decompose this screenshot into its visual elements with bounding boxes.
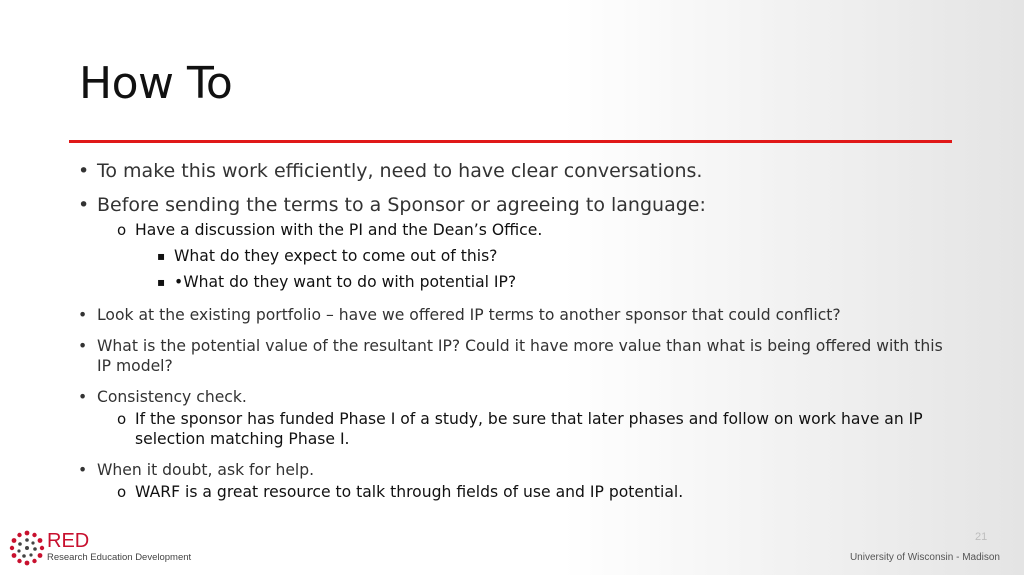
slide-number: 21: [975, 531, 988, 543]
sub-bullet-marker: o: [117, 221, 127, 239]
sub-bullet-text: If the sponsor has funded Phase I of a study, be sure that later phases and follow on work have an IP selection matching Phase I.: [135, 410, 923, 448]
logo-text: RED: [47, 530, 90, 552]
bullet-marker: •: [78, 194, 90, 216]
slide-title: How To: [79, 58, 233, 109]
sub-bullet-item: [78, 409, 958, 449]
bullet-list: [78, 158, 958, 502]
bullet-item: [78, 192, 958, 218]
bullet-item: [78, 460, 958, 480]
bullet-text: Look at the existing portfolio – have we offered IP terms to another sponsor that could conflict?: [97, 306, 841, 324]
sub-sub-bullet-item: [78, 246, 958, 266]
bullet-marker: •: [78, 388, 88, 406]
red-logo: [9, 528, 199, 568]
bullet-text: Consistency check.: [97, 388, 247, 406]
bullet-marker: •: [78, 160, 90, 182]
bullet-marker: •: [78, 306, 88, 324]
bullet-item: [78, 387, 958, 407]
logo-subtitle: Research Education Development: [47, 552, 192, 563]
sub-sub-bullet-text: What do they expect to come out of this?: [174, 247, 498, 265]
bullet-item: [78, 305, 958, 325]
bullet-marker: •: [78, 337, 88, 355]
bullet-text: When it doubt, ask for help.: [97, 461, 315, 479]
bullet-text: Before sending the terms to a Sponsor or agreeing to language:: [97, 194, 706, 216]
sub-bullet-item: [78, 220, 958, 240]
institution-footer: University of Wisconsin - Madison: [849, 552, 1000, 563]
sub-bullet-marker: o: [117, 410, 127, 428]
sub-bullet-text: WARF is a great resource to talk through fields of use and IP potential.: [135, 483, 684, 501]
square-bullet-marker: ▪: [157, 249, 166, 263]
sub-bullet-item: [78, 482, 958, 502]
dot-circle-logo-icon: [9, 530, 45, 566]
sub-bullet-text: Have a discussion with the PI and the Dean’s Office.: [135, 221, 543, 239]
bullet-text: What is the potential value of the resultant IP? Could it have more value than what is being offered with this IP model?: [97, 337, 943, 375]
sub-sub-bullet-item: [78, 272, 958, 292]
bullet-item: [78, 336, 958, 376]
bullet-text: To make this work efficiently, need to have clear conversations.: [97, 160, 703, 182]
sub-bullet-marker: o: [117, 483, 127, 501]
title-divider: [69, 140, 952, 143]
bullet-marker: •: [78, 461, 88, 479]
sub-sub-bullet-text: •What do they want to do with potential IP?: [174, 273, 517, 291]
square-bullet-marker: ▪: [157, 275, 166, 289]
bullet-item: [78, 158, 958, 184]
